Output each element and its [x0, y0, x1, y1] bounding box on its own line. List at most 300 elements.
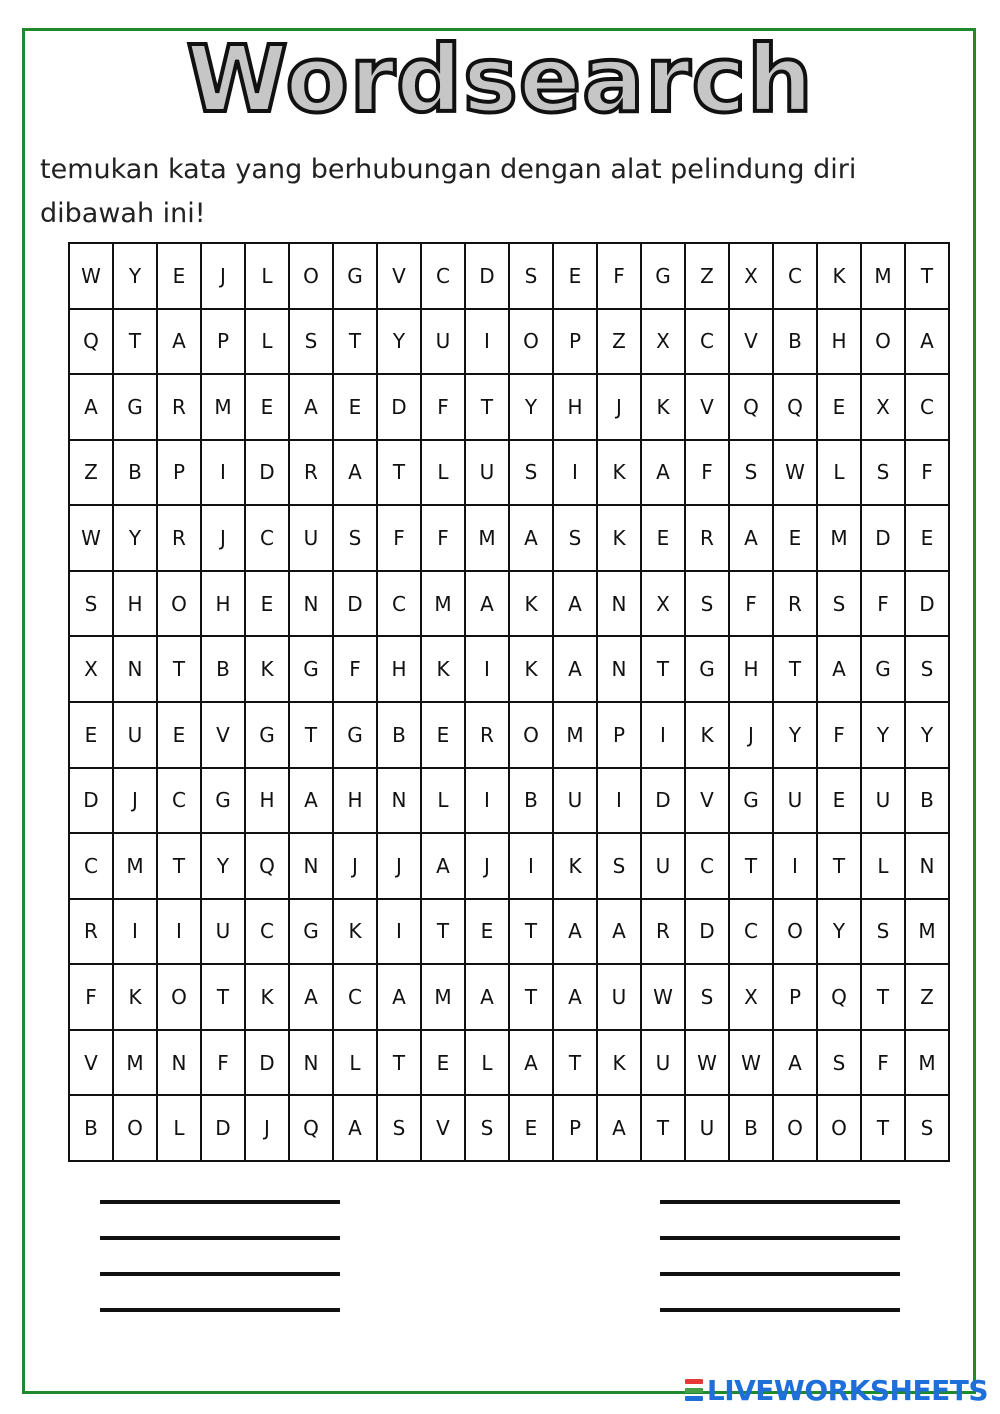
letter-cell[interactable]: K [597, 440, 641, 506]
letter-cell[interactable]: B [377, 702, 421, 768]
letter-cell[interactable]: T [157, 833, 201, 899]
logo-text: LIVEWORKSHEETS [706, 1373, 988, 1407]
letter-cell[interactable]: B [729, 1095, 773, 1161]
letter-cell[interactable]: R [69, 899, 113, 965]
letter-cell[interactable]: V [685, 374, 729, 440]
letter-cell[interactable]: B [905, 768, 949, 834]
letter-cell[interactable]: H [333, 768, 377, 834]
letter-cell[interactable]: D [465, 243, 509, 309]
letter-cell[interactable]: E [905, 505, 949, 571]
letter-cell[interactable]: J [597, 374, 641, 440]
letter-cell[interactable]: W [773, 440, 817, 506]
letter-cell[interactable]: E [465, 899, 509, 965]
letter-cell[interactable]: T [113, 309, 157, 375]
letter-cell[interactable]: P [553, 309, 597, 375]
letter-cell[interactable]: W [685, 1030, 729, 1096]
letter-cell[interactable]: J [377, 833, 421, 899]
grid-row [69, 374, 949, 440]
letter-cell[interactable]: S [685, 571, 729, 637]
letter-cell[interactable]: C [157, 768, 201, 834]
letter-cell[interactable]: T [377, 1030, 421, 1096]
letter-cell[interactable]: G [201, 768, 245, 834]
letter-cell[interactable]: N [113, 636, 157, 702]
answer-line[interactable] [660, 1200, 900, 1204]
letter-cell[interactable]: K [641, 374, 685, 440]
letter-cell[interactable]: E [817, 374, 861, 440]
letter-cell[interactable]: J [465, 833, 509, 899]
letter-cell[interactable]: H [817, 309, 861, 375]
letter-cell[interactable]: E [553, 243, 597, 309]
letter-cell[interactable]: R [157, 505, 201, 571]
letter-cell[interactable]: K [113, 964, 157, 1030]
letter-cell[interactable]: F [69, 964, 113, 1030]
answer-line[interactable] [660, 1272, 900, 1276]
letter-cell[interactable]: T [377, 440, 421, 506]
letter-cell[interactable]: F [861, 571, 905, 637]
letter-cell[interactable]: A [509, 505, 553, 571]
letter-cell[interactable]: Y [377, 309, 421, 375]
letter-cell[interactable]: A [333, 440, 377, 506]
letter-cell[interactable]: J [729, 702, 773, 768]
letter-cell[interactable]: S [861, 440, 905, 506]
letter-cell[interactable]: P [201, 309, 245, 375]
letter-cell[interactable]: J [201, 505, 245, 571]
grid-row [69, 833, 949, 899]
grid-row [69, 636, 949, 702]
letter-cell[interactable]: I [377, 899, 421, 965]
letter-cell[interactable]: C [773, 243, 817, 309]
letter-cell[interactable]: O [861, 309, 905, 375]
letter-cell[interactable]: F [729, 571, 773, 637]
letter-cell[interactable]: G [729, 768, 773, 834]
grid-row [69, 1030, 949, 1096]
instruction-text: temukan kata yang berhubungan dengan alat pelindung diri dibawah ini! [40, 154, 857, 229]
letter-cell[interactable]: Q [69, 309, 113, 375]
letter-cell[interactable]: Y [113, 243, 157, 309]
letter-cell[interactable]: D [201, 1095, 245, 1161]
letter-cell[interactable]: Y [861, 702, 905, 768]
letter-cell[interactable]: T [861, 1095, 905, 1161]
letter-cell[interactable]: A [69, 374, 113, 440]
letter-cell[interactable]: I [553, 440, 597, 506]
letter-cell[interactable]: U [641, 1030, 685, 1096]
grid-row [69, 571, 949, 637]
letter-cell[interactable]: B [113, 440, 157, 506]
letter-cell[interactable]: H [729, 636, 773, 702]
letter-cell[interactable]: V [201, 702, 245, 768]
answer-line[interactable] [660, 1308, 900, 1312]
letter-cell[interactable]: I [465, 636, 509, 702]
letter-cell[interactable]: D [377, 374, 421, 440]
letter-cell[interactable]: X [861, 374, 905, 440]
letter-cell[interactable]: U [773, 768, 817, 834]
letter-cell[interactable]: U [113, 702, 157, 768]
letter-cell[interactable]: M [465, 505, 509, 571]
letter-cell[interactable]: S [905, 636, 949, 702]
letter-cell[interactable]: X [641, 571, 685, 637]
letter-cell[interactable]: B [201, 636, 245, 702]
letter-cell[interactable]: M [421, 571, 465, 637]
letter-cell[interactable]: T [905, 243, 949, 309]
letter-cell[interactable]: B [509, 768, 553, 834]
letter-cell[interactable]: F [333, 636, 377, 702]
letter-cell[interactable]: Z [69, 440, 113, 506]
letter-cell[interactable]: V [729, 309, 773, 375]
letter-cell[interactable]: N [289, 1030, 333, 1096]
letter-cell[interactable]: S [289, 309, 333, 375]
letter-cell[interactable]: G [113, 374, 157, 440]
letter-cell[interactable]: A [553, 899, 597, 965]
letter-cell[interactable]: U [289, 505, 333, 571]
letter-cell[interactable]: D [905, 571, 949, 637]
letter-cell[interactable]: T [289, 702, 333, 768]
letter-cell[interactable]: Y [817, 899, 861, 965]
letter-cell[interactable]: P [597, 702, 641, 768]
letter-cell[interactable]: F [685, 440, 729, 506]
letter-cell[interactable]: U [553, 768, 597, 834]
letter-cell[interactable]: E [157, 243, 201, 309]
letter-cell[interactable]: C [245, 505, 289, 571]
letter-cell[interactable]: X [641, 309, 685, 375]
letter-cell[interactable]: E [773, 505, 817, 571]
letter-cell[interactable]: L [421, 440, 465, 506]
letter-cell[interactable]: T [817, 833, 861, 899]
letter-cell[interactable]: Z [597, 309, 641, 375]
letter-cell[interactable]: N [905, 833, 949, 899]
letter-cell[interactable]: R [157, 374, 201, 440]
letter-cell[interactable]: H [113, 571, 157, 637]
letter-cell[interactable]: S [729, 440, 773, 506]
letter-cell[interactable]: T [729, 833, 773, 899]
letter-cell[interactable]: Y [509, 374, 553, 440]
letter-cell[interactable]: C [377, 571, 421, 637]
letter-cell[interactable]: L [245, 243, 289, 309]
letter-cell[interactable]: A [465, 571, 509, 637]
letter-cell[interactable]: M [905, 1030, 949, 1096]
letter-cell[interactable]: S [905, 1095, 949, 1161]
letter-cell[interactable]: C [245, 899, 289, 965]
letter-cell[interactable]: A [465, 964, 509, 1030]
letter-cell[interactable]: S [509, 440, 553, 506]
letter-cell[interactable]: V [421, 1095, 465, 1161]
letter-cell[interactable]: E [421, 702, 465, 768]
letter-cell[interactable]: A [157, 309, 201, 375]
letter-cell[interactable]: C [685, 309, 729, 375]
letter-cell[interactable]: A [773, 1030, 817, 1096]
letter-cell[interactable]: V [69, 1030, 113, 1096]
letter-cell[interactable]: C [729, 899, 773, 965]
letter-cell[interactable]: O [113, 1095, 157, 1161]
letter-cell[interactable]: H [201, 571, 245, 637]
answer-line[interactable] [100, 1200, 340, 1204]
answer-line[interactable] [100, 1236, 340, 1240]
letter-cell[interactable]: O [289, 243, 333, 309]
letter-cell[interactable]: E [333, 374, 377, 440]
letter-cell[interactable]: Z [905, 964, 949, 1030]
letter-cell[interactable]: A [553, 964, 597, 1030]
letter-cell[interactable]: Q [245, 833, 289, 899]
letter-cell[interactable]: G [245, 702, 289, 768]
letter-cell[interactable]: D [245, 440, 289, 506]
letter-cell[interactable]: R [289, 440, 333, 506]
letter-cell[interactable]: S [333, 505, 377, 571]
letter-cell[interactable]: Y [201, 833, 245, 899]
grid-row [69, 768, 949, 834]
letter-cell[interactable]: S [597, 833, 641, 899]
letter-cell[interactable]: K [333, 899, 377, 965]
letter-cell[interactable]: O [157, 571, 201, 637]
letter-cell[interactable]: U [597, 964, 641, 1030]
letter-cell[interactable]: A [333, 1095, 377, 1161]
letter-cell[interactable]: P [773, 964, 817, 1030]
letter-cell[interactable]: A [597, 1095, 641, 1161]
letter-cell[interactable]: A [509, 1030, 553, 1096]
letter-cell[interactable]: O [773, 1095, 817, 1161]
letter-cell[interactable]: D [333, 571, 377, 637]
letter-cell[interactable]: O [157, 964, 201, 1030]
letter-cell[interactable]: U [641, 833, 685, 899]
letter-cell[interactable]: A [289, 964, 333, 1030]
letter-cell[interactable]: R [465, 702, 509, 768]
letter-cell[interactable]: M [905, 899, 949, 965]
answer-line[interactable] [100, 1272, 340, 1276]
letter-cell[interactable]: G [289, 899, 333, 965]
letter-cell[interactable]: Z [685, 243, 729, 309]
letter-cell[interactable]: D [69, 768, 113, 834]
letter-cell[interactable]: F [861, 1030, 905, 1096]
letter-cell[interactable]: A [289, 374, 333, 440]
letter-cell[interactable]: N [157, 1030, 201, 1096]
letter-cell[interactable]: A [421, 833, 465, 899]
letter-cell[interactable]: H [245, 768, 289, 834]
letter-cell[interactable]: P [157, 440, 201, 506]
letter-cell[interactable]: W [641, 964, 685, 1030]
letter-cell[interactable]: M [421, 964, 465, 1030]
letter-cell[interactable]: C [685, 833, 729, 899]
letter-cell[interactable]: A [377, 964, 421, 1030]
letter-cell[interactable]: O [509, 309, 553, 375]
letter-cell[interactable]: T [641, 636, 685, 702]
letter-cell[interactable]: T [509, 964, 553, 1030]
letter-cell[interactable]: N [289, 833, 333, 899]
letter-cell[interactable]: G [685, 636, 729, 702]
letter-cell[interactable]: L [333, 1030, 377, 1096]
letter-cell[interactable]: K [685, 702, 729, 768]
letter-cell[interactable]: U [421, 309, 465, 375]
letter-cell[interactable]: R [685, 505, 729, 571]
letter-cell[interactable]: L [421, 768, 465, 834]
letter-cell[interactable]: K [421, 636, 465, 702]
letter-cell[interactable]: M [201, 374, 245, 440]
letter-cell[interactable]: F [377, 505, 421, 571]
letter-cell[interactable]: I [641, 702, 685, 768]
letter-cell[interactable]: S [817, 571, 861, 637]
letter-cell[interactable]: T [641, 1095, 685, 1161]
grid-row [69, 702, 949, 768]
letter-cell[interactable]: S [509, 243, 553, 309]
letter-cell[interactable]: X [729, 243, 773, 309]
letter-cell[interactable]: T [861, 964, 905, 1030]
letter-cell[interactable]: E [817, 768, 861, 834]
letter-cell[interactable]: K [509, 571, 553, 637]
letter-cell[interactable]: M [553, 702, 597, 768]
letter-cell[interactable]: S [465, 1095, 509, 1161]
letter-cell[interactable]: H [377, 636, 421, 702]
letter-cell[interactable]: M [817, 505, 861, 571]
letter-cell[interactable]: D [861, 505, 905, 571]
letter-cell[interactable]: I [597, 768, 641, 834]
letter-cell[interactable]: S [553, 505, 597, 571]
letter-cell[interactable]: C [905, 374, 949, 440]
letter-cell[interactable]: D [245, 1030, 289, 1096]
letter-cell[interactable]: N [289, 571, 333, 637]
letter-cell[interactable]: K [245, 636, 289, 702]
letter-cell[interactable]: I [157, 899, 201, 965]
letter-cell[interactable]: T [157, 636, 201, 702]
answer-line[interactable] [660, 1236, 900, 1240]
letter-cell[interactable]: I [509, 833, 553, 899]
letter-cell[interactable]: T [773, 636, 817, 702]
letter-cell[interactable]: S [685, 964, 729, 1030]
letter-cell[interactable]: U [861, 768, 905, 834]
letter-cell[interactable]: B [773, 309, 817, 375]
letter-cell[interactable]: G [333, 702, 377, 768]
letter-cell[interactable]: A [553, 636, 597, 702]
letter-cell[interactable]: Q [817, 964, 861, 1030]
letter-cell[interactable]: U [685, 1095, 729, 1161]
letter-cell[interactable]: F [817, 702, 861, 768]
letter-cell[interactable]: R [773, 571, 817, 637]
letter-cell[interactable]: A [905, 309, 949, 375]
letter-cell[interactable]: T [465, 374, 509, 440]
letter-cell[interactable]: P [553, 1095, 597, 1161]
letter-cell[interactable]: Y [905, 702, 949, 768]
letter-cell[interactable]: R [641, 899, 685, 965]
letter-cell[interactable]: Q [773, 374, 817, 440]
letter-cell[interactable]: N [597, 571, 641, 637]
letter-cell[interactable]: L [861, 833, 905, 899]
letter-cell[interactable]: N [597, 636, 641, 702]
letter-cell[interactable]: S [817, 1030, 861, 1096]
letter-cell[interactable]: K [245, 964, 289, 1030]
letter-cell[interactable]: C [421, 243, 465, 309]
letter-cell[interactable]: E [421, 1030, 465, 1096]
letter-cell[interactable]: V [685, 768, 729, 834]
letter-cell[interactable]: E [641, 505, 685, 571]
letter-cell[interactable]: S [69, 571, 113, 637]
letter-cell[interactable]: L [465, 1030, 509, 1096]
liveworksheets-logo-icon [685, 1379, 703, 1401]
letter-cell[interactable]: M [113, 833, 157, 899]
letter-cell[interactable]: C [333, 964, 377, 1030]
letter-cell[interactable]: I [113, 899, 157, 965]
wordsearch-grid [68, 242, 950, 1162]
letter-cell[interactable]: F [597, 243, 641, 309]
letter-cell[interactable]: M [861, 243, 905, 309]
letter-cell[interactable]: J [201, 243, 245, 309]
letter-cell[interactable]: L [245, 309, 289, 375]
letter-cell[interactable]: B [69, 1095, 113, 1161]
letter-cell[interactable]: K [553, 833, 597, 899]
letter-cell[interactable]: J [113, 768, 157, 834]
letter-cell[interactable]: K [597, 1030, 641, 1096]
letter-cell[interactable]: F [421, 374, 465, 440]
letter-cell[interactable]: E [69, 702, 113, 768]
letter-cell[interactable]: D [685, 899, 729, 965]
letter-cell[interactable]: M [113, 1030, 157, 1096]
letter-cell[interactable]: J [333, 833, 377, 899]
letter-cell[interactable]: L [157, 1095, 201, 1161]
letter-cell[interactable]: G [861, 636, 905, 702]
letter-cell[interactable]: E [245, 571, 289, 637]
letter-cell[interactable]: C [69, 833, 113, 899]
letter-cell[interactable]: I [465, 309, 509, 375]
letter-cell[interactable]: O [509, 702, 553, 768]
letter-cell[interactable]: Y [773, 702, 817, 768]
letter-cell[interactable]: Q [289, 1095, 333, 1161]
letter-cell[interactable]: O [773, 899, 817, 965]
letter-cell[interactable]: S [861, 899, 905, 965]
letter-cell[interactable]: I [465, 768, 509, 834]
letter-cell[interactable]: A [641, 440, 685, 506]
letter-cell[interactable]: Y [113, 505, 157, 571]
letter-cell[interactable]: A [729, 505, 773, 571]
letter-cell[interactable]: T [509, 899, 553, 965]
letter-cell[interactable]: E [157, 702, 201, 768]
letter-cell[interactable]: K [817, 243, 861, 309]
letter-cell[interactable]: T [201, 964, 245, 1030]
letter-cell[interactable]: F [421, 505, 465, 571]
letter-cell[interactable]: U [201, 899, 245, 965]
letter-cell[interactable]: X [69, 636, 113, 702]
letter-cell[interactable]: T [553, 1030, 597, 1096]
letter-cell[interactable]: F [905, 440, 949, 506]
letter-cell[interactable]: D [641, 768, 685, 834]
letter-cell[interactable]: K [597, 505, 641, 571]
letter-cell[interactable]: N [377, 768, 421, 834]
letter-cell[interactable]: G [333, 243, 377, 309]
letter-cell[interactable]: I [773, 833, 817, 899]
letter-cell[interactable]: F [201, 1030, 245, 1096]
letter-cell[interactable]: T [421, 899, 465, 965]
answer-line[interactable] [100, 1308, 340, 1312]
letter-cell[interactable]: X [729, 964, 773, 1030]
letter-cell[interactable]: Q [729, 374, 773, 440]
letter-cell[interactable]: A [597, 899, 641, 965]
letter-cell[interactable]: H [553, 374, 597, 440]
letter-cell[interactable]: A [553, 571, 597, 637]
letter-cell[interactable]: W [69, 505, 113, 571]
letter-cell[interactable]: L [817, 440, 861, 506]
letter-cell[interactable]: T [333, 309, 377, 375]
grid-row [69, 440, 949, 506]
letter-cell[interactable]: U [465, 440, 509, 506]
letter-cell[interactable]: E [509, 1095, 553, 1161]
letter-cell[interactable]: J [245, 1095, 289, 1161]
letter-cell[interactable]: A [817, 636, 861, 702]
letter-cell[interactable]: E [245, 374, 289, 440]
letter-cell[interactable]: W [729, 1030, 773, 1096]
letter-cell[interactable]: V [377, 243, 421, 309]
letter-cell[interactable]: I [201, 440, 245, 506]
letter-cell[interactable]: G [641, 243, 685, 309]
letter-cell[interactable]: K [509, 636, 553, 702]
letter-cell[interactable]: O [817, 1095, 861, 1161]
letter-cell[interactable]: W [69, 243, 113, 309]
letter-cell[interactable]: A [289, 768, 333, 834]
letter-cell[interactable]: G [289, 636, 333, 702]
letter-cell[interactable]: S [377, 1095, 421, 1161]
